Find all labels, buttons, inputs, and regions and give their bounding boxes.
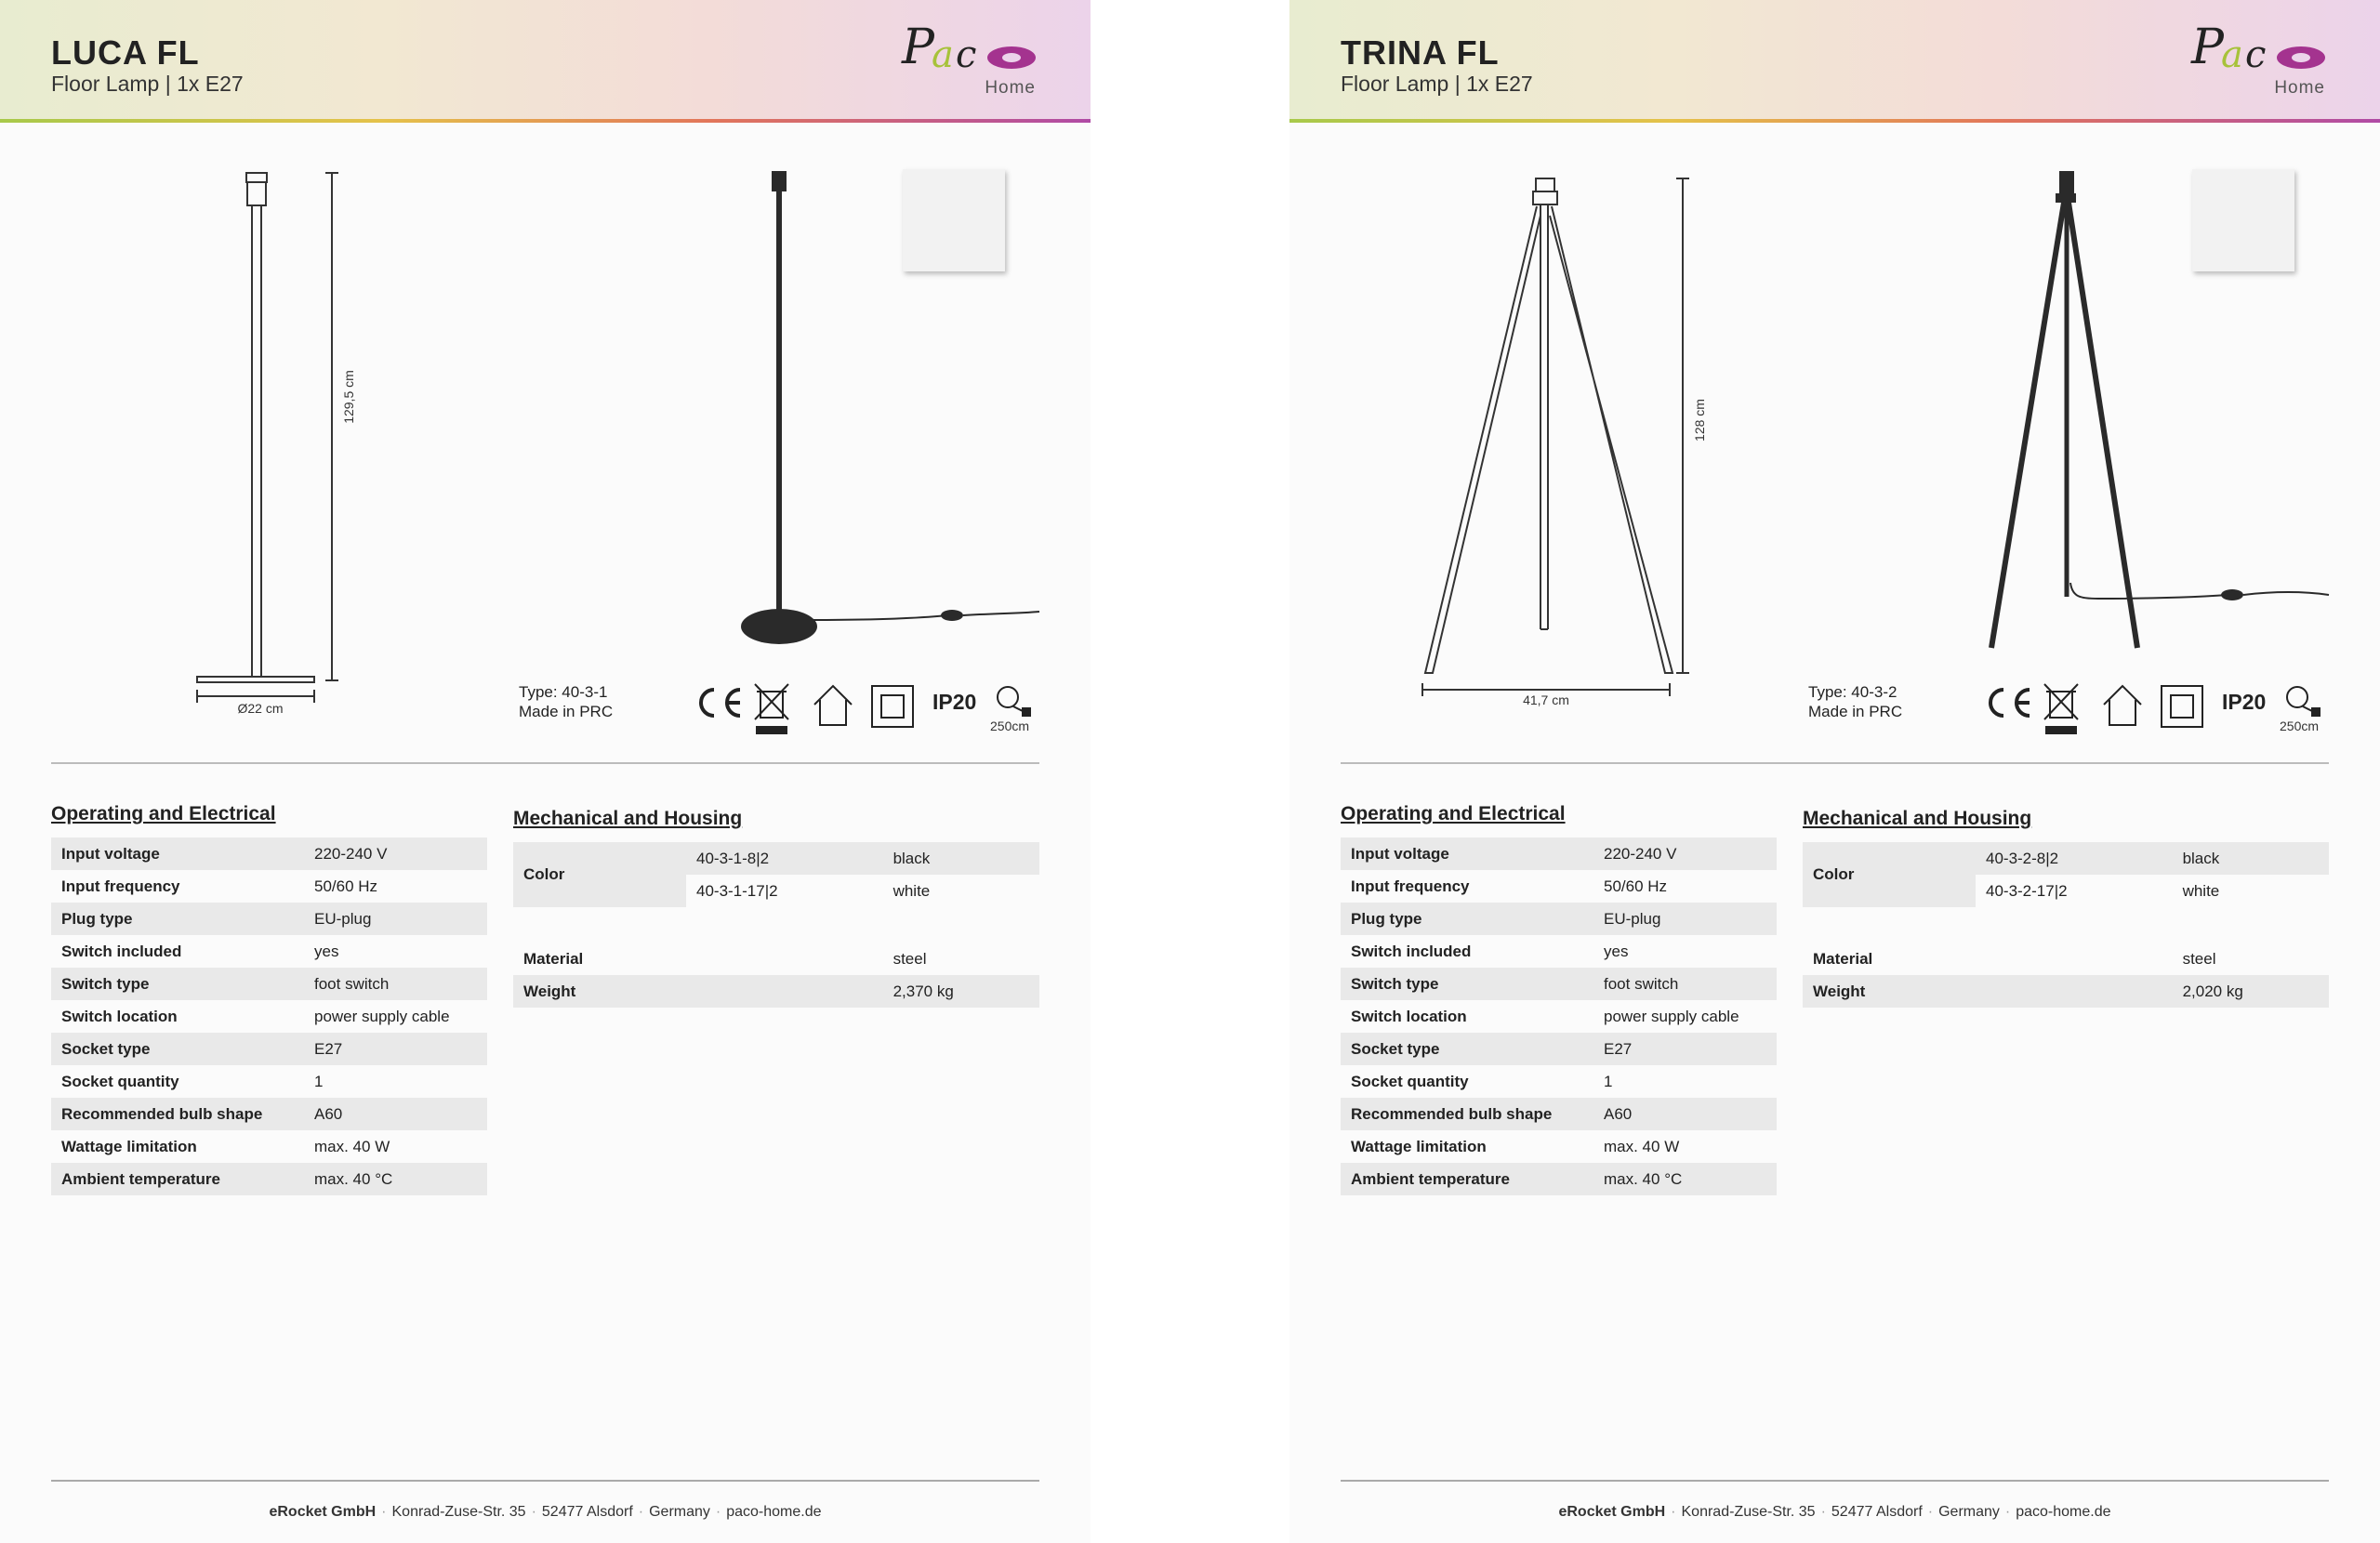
cable-plug-icon [998, 687, 1030, 716]
spec-key: Switch type [1341, 968, 1593, 1000]
color-code: 40-3-1-17|2 [696, 881, 778, 900]
spec-value: max. 40 °C [304, 1163, 487, 1195]
spec-key: Input frequency [61, 877, 180, 895]
svg-text:c: c [2245, 33, 2267, 76]
height-dimension-label: 129,5 cm [341, 370, 356, 424]
footer-city: 52477 Alsdorf [1831, 1504, 1923, 1520]
spec-value: EU-plug [1593, 903, 1777, 935]
cable-length: 250cm [2280, 719, 2320, 733]
spec-value: max. 40 W [1604, 1137, 1680, 1155]
color-swatch-white [903, 169, 1005, 271]
table-row [1341, 1130, 1777, 1163]
table-row [1803, 842, 2329, 875]
table-row [1803, 975, 2329, 1008]
color-code: 40-3-2-8|2 [1976, 842, 2173, 875]
table-row [1803, 943, 2329, 975]
page-footer: eRocket GmbH · Konrad-Zuse-Str. 35 · 52477 Alsdorf · Germany · paco-home.de [269, 1504, 822, 1520]
svg-text:c: c [956, 33, 977, 76]
spec-key: Ambient temperature [51, 1163, 304, 1195]
table-row [1341, 968, 1777, 1000]
color-swatch-white [2192, 169, 2294, 271]
spec-key: Recommended bulb shape [1341, 1098, 1593, 1130]
table-row [513, 943, 1039, 975]
luca-line-drawing [197, 173, 338, 703]
page-header [0, 0, 1091, 119]
spec-key: Socket quantity [61, 1072, 179, 1090]
spec-value: steel [2182, 949, 2216, 968]
spec-key: Switch included [1351, 942, 1472, 960]
spec-key: Input voltage [51, 837, 304, 870]
product-subtitle: Floor Lamp | 1x E27 [1341, 72, 1533, 96]
color-name: black [2173, 842, 2329, 875]
table-row [1341, 1033, 1777, 1065]
operating-heading: Operating and Electrical [51, 803, 276, 824]
table-row [51, 1033, 487, 1065]
spec-value: yes [314, 942, 339, 960]
spec-value: power supply cable [1604, 1007, 1739, 1025]
indoor-house-icon [814, 686, 852, 725]
footer-country: Germany [1938, 1504, 2000, 1520]
spec-value: power supply cable [314, 1007, 450, 1025]
type-number: Type: 40-3-1 [519, 683, 608, 701]
spec-key: Switch type [51, 968, 304, 1000]
footer-country: Germany [649, 1504, 710, 1520]
spec-value: 1 [314, 1072, 324, 1090]
table-row [51, 903, 487, 935]
product-title: LUCA FL [51, 33, 200, 72]
table-row [51, 870, 487, 903]
section-divider [1341, 762, 2329, 764]
operating-table [51, 837, 487, 1195]
spec-value: max. 40 W [314, 1137, 390, 1155]
spec-key: Wattage limitation [61, 1137, 197, 1155]
table-row [513, 842, 1039, 875]
height-dimension-label: 128 cm [1692, 399, 1707, 442]
type-info [519, 682, 613, 721]
spec-key: Switch location [61, 1007, 178, 1025]
datasheet-page-trina [1289, 0, 2380, 1543]
spec-value: 50/60 Hz [314, 877, 378, 895]
spec-value: 220-240 V [1593, 837, 1777, 870]
spec-value: steel [892, 949, 927, 968]
spec-value: yes [1604, 942, 1629, 960]
table-row [51, 837, 487, 870]
spec-key: Socket type [1341, 1033, 1593, 1065]
spec-value: max. 40 °C [1593, 1163, 1777, 1195]
footer-company: eRocket GmbH [1558, 1504, 1666, 1520]
color-name: white [2182, 881, 2220, 900]
brand-logo [900, 20, 1041, 100]
spec-key: Material [1813, 949, 1873, 968]
footer-city: 52477 Alsdorf [541, 1504, 633, 1520]
svg-text:a: a [932, 33, 954, 76]
spec-key: Wattage limitation [1351, 1137, 1487, 1155]
table-row [1341, 837, 1777, 870]
spec-key: Weight [1803, 975, 1976, 1008]
logo-mark [2189, 20, 2331, 76]
table-row [51, 1098, 487, 1130]
spec-key: Ambient temperature [1341, 1163, 1593, 1195]
spec-key: Switch location [1351, 1007, 1467, 1025]
table-row [1341, 1163, 1777, 1195]
datasheet-page-luca [0, 0, 1091, 1543]
class-ii-icon [872, 686, 913, 727]
footer-street: Konrad-Zuse-Str. 35 [391, 1504, 526, 1520]
table-row [1341, 1000, 1777, 1033]
mechanical-table [1803, 842, 2329, 1008]
base-dimension-label: Ø22 cm [237, 701, 284, 716]
svg-text:P: P [902, 20, 934, 75]
table-row [51, 1163, 487, 1195]
mechanical-table [513, 842, 1039, 1008]
spec-key: Plug type [51, 903, 304, 935]
spec-key: Weight [513, 975, 686, 1008]
certification-icons [688, 677, 1041, 742]
table-row [513, 975, 1039, 1008]
table-row [1341, 870, 1777, 903]
ip20-rating: IP20 [932, 690, 977, 714]
spec-key: Recommended bulb shape [51, 1098, 304, 1130]
logo-subtext: Home [2274, 78, 2325, 98]
product-title: TRINA FL [1341, 33, 1500, 72]
spec-key: Input frequency [1351, 877, 1470, 895]
spec-value: 2,020 kg [2173, 975, 2329, 1008]
spec-value: EU-plug [304, 903, 487, 935]
cable-length: 250cm [990, 719, 1030, 733]
footer-street: Konrad-Zuse-Str. 35 [1681, 1504, 1816, 1520]
spec-key: Input voltage [1341, 837, 1593, 870]
footer-rule [51, 1480, 1039, 1482]
mechanical-heading: Mechanical and Housing [1803, 808, 2032, 829]
brand-logo [2189, 20, 2331, 100]
page-footer: eRocket GmbH · Konrad-Zuse-Str. 35 · 52477 Alsdorf · Germany · paco-home.de [1558, 1504, 2111, 1520]
class-ii-icon [2162, 686, 2202, 727]
spec-key: Material [523, 949, 584, 968]
table-row [51, 935, 487, 968]
spec-key: Color [1803, 842, 1976, 907]
logo-subtext: Home [985, 78, 1036, 98]
spec-key: Socket quantity [1351, 1072, 1469, 1090]
spec-key: Color [513, 842, 686, 907]
table-row [1341, 935, 1777, 968]
spec-value: 220-240 V [304, 837, 487, 870]
spec-value: 2,370 kg [883, 975, 1039, 1008]
table-row [51, 1000, 487, 1033]
trina-line-drawing [1422, 178, 1689, 696]
spec-value: 1 [1604, 1072, 1613, 1090]
spec-value: E27 [1593, 1033, 1777, 1065]
type-info [1808, 682, 1902, 721]
operating-table [1341, 837, 1777, 1195]
footer-company: eRocket GmbH [269, 1504, 377, 1520]
indoor-house-icon [2104, 686, 2141, 725]
spec-value: A60 [1593, 1098, 1777, 1130]
table-row [51, 1130, 487, 1163]
spec-value: E27 [304, 1033, 487, 1065]
color-code: 40-3-1-8|2 [686, 842, 883, 875]
type-number: Type: 40-3-2 [1808, 683, 1897, 701]
ce-mark-icon [1990, 690, 2030, 716]
table-row [1341, 1098, 1777, 1130]
operating-heading: Operating and Electrical [1341, 803, 1566, 824]
table-row [51, 968, 487, 1000]
origin-text: Made in PRC [519, 703, 614, 720]
page-header [1289, 0, 2380, 119]
footer-rule [1341, 1480, 2329, 1482]
color-code: 40-3-2-17|2 [1986, 881, 2068, 900]
certification-icons [1977, 677, 2331, 742]
svg-text:P: P [2191, 20, 2224, 75]
product-subtitle: Floor Lamp | 1x E27 [51, 72, 244, 96]
base-dimension-label: 41,7 cm [1523, 692, 1569, 707]
ce-mark-icon [701, 690, 740, 716]
mechanical-heading: Mechanical and Housing [513, 808, 743, 829]
spec-value: 50/60 Hz [1604, 877, 1668, 895]
weee-bin-icon [2044, 684, 2078, 733]
color-name: white [892, 881, 931, 900]
footer-web: paco-home.de [726, 1504, 822, 1520]
svg-text:a: a [2221, 33, 2243, 76]
table-row [51, 1065, 487, 1098]
section-divider [51, 762, 1039, 764]
spec-value: foot switch [304, 968, 487, 1000]
origin-text: Made in PRC [1808, 703, 1903, 720]
spec-key: Switch included [61, 942, 182, 960]
table-row [1341, 1065, 1777, 1098]
weee-bin-icon [755, 684, 788, 733]
spec-value: foot switch [1593, 968, 1777, 1000]
spec-value: A60 [304, 1098, 487, 1130]
footer-web: paco-home.de [2016, 1504, 2111, 1520]
cable-plug-icon [2287, 687, 2320, 716]
spec-key: Socket type [51, 1033, 304, 1065]
color-name: black [883, 842, 1039, 875]
logo-mark [900, 20, 1041, 76]
spec-key: Plug type [1341, 903, 1593, 935]
table-row [1341, 903, 1777, 935]
ip20-rating: IP20 [2222, 690, 2267, 714]
